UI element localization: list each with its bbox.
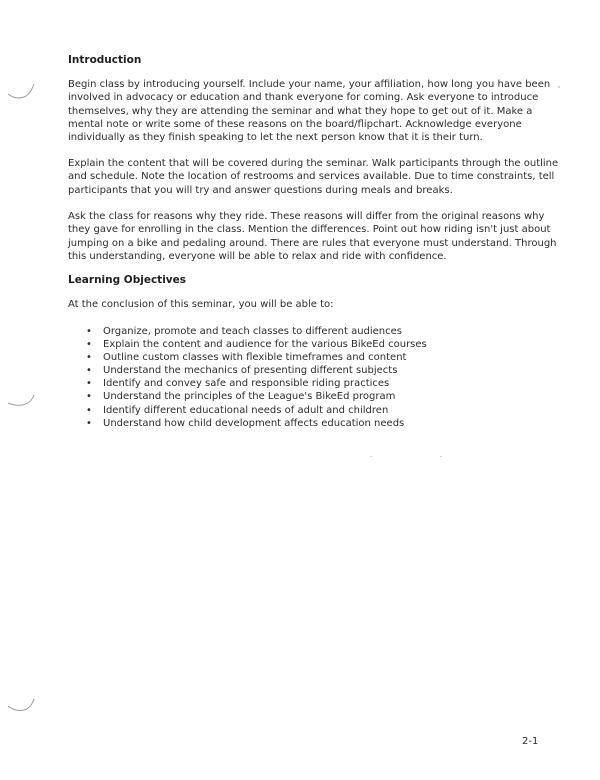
paragraph-line: involved in advocacy or education and thank everyone for coming. Ask everyone to introduce <box>68 92 539 104</box>
bullet-icon: • <box>86 365 92 377</box>
bullet-icon: • <box>86 391 92 403</box>
hole-punch-mark-bottom <box>6 696 38 718</box>
paragraph-line: Begin class by introducing yourself. Include your name, your affiliation, how long you have been <box>68 79 551 90</box>
list-item-text: Organize, promote and teach classes to different audiences <box>103 326 403 337</box>
list-item <box>86 377 427 390</box>
list-item-text: Outline custom classes with flexible timeframes and content <box>103 352 407 364</box>
paragraph-line: themselves, why they are attending the seminar and what they hope to get out of it. Make a <box>68 105 533 117</box>
list-item <box>86 338 427 351</box>
section-heading-introduction: Introduction <box>68 54 142 66</box>
paragraph-line: individually as they finish speaking to let the next person know that it is their turn. <box>68 132 483 144</box>
paragraph-line: jumping on a bike and pedaling around. There are rules that everyone must understand. Through <box>68 237 557 249</box>
paragraph-line: this understanding, everyone will be able to relax and ride with confidence. <box>68 250 447 262</box>
list-item-text: Understand how child development affects education needs <box>103 417 405 429</box>
scan-speck <box>440 456 442 457</box>
paragraph-line: At the conclusion of this seminar, you will be able to: <box>68 299 334 310</box>
section-heading-learning-objectives: Learning Objectives <box>68 274 187 286</box>
list-item-text: Identify and convey safe and responsible riding practices <box>103 378 390 390</box>
paragraph-line: and schedule. Note the location of restrooms and services available. Due to time constraints, tell <box>68 171 555 183</box>
paragraph-reasons-to-ride <box>68 210 557 263</box>
scan-speck <box>558 86 560 88</box>
list-item <box>86 351 427 364</box>
bullet-icon: • <box>86 326 92 337</box>
list-item <box>86 364 427 377</box>
paragraph-explain-content <box>68 157 559 197</box>
page-number: 2-1 <box>522 736 539 747</box>
hole-punch-mark-middle <box>6 393 38 411</box>
objectives-list <box>86 325 427 430</box>
bullet-icon: • <box>86 404 92 416</box>
list-item <box>86 404 427 417</box>
list-item <box>86 325 427 338</box>
bullet-icon: • <box>86 339 92 351</box>
hole-punch-mark-top <box>6 80 38 104</box>
list-item-text: Understand the principles of the League's BikeEd program <box>103 391 396 403</box>
bullet-icon: • <box>86 378 92 390</box>
bullet-icon: • <box>86 417 92 429</box>
list-item-text: Understand the mechanics of presenting different subjects <box>103 365 398 377</box>
scan-speck <box>370 456 372 457</box>
paragraph-line: participants that you will try and answer questions during meals and breaks. <box>68 184 453 196</box>
paragraph-line: they gave for enrolling in the class. Mention the differences. Point out how riding isn't just about <box>68 224 551 236</box>
list-item-text: Identify different educational needs of adult and children <box>103 404 389 416</box>
paragraph-introduce-yourself <box>68 78 551 144</box>
paragraph-line: mental note or write some of these reasons on the board/flipchart. Acknowledge everyone <box>68 118 522 130</box>
bullet-icon: • <box>86 352 92 364</box>
paragraph-line: Ask the class for reasons why they ride. These reasons will differ from the original reasons why <box>68 211 545 222</box>
paragraph-line: Explain the content that will be covered during the seminar. Walk participants through the outline <box>68 158 559 169</box>
list-item <box>86 390 427 403</box>
list-item <box>86 417 427 430</box>
list-item-text: Explain the content and audience for the various BikeEd courses <box>103 339 427 351</box>
objectives-intro-text <box>68 298 548 311</box>
